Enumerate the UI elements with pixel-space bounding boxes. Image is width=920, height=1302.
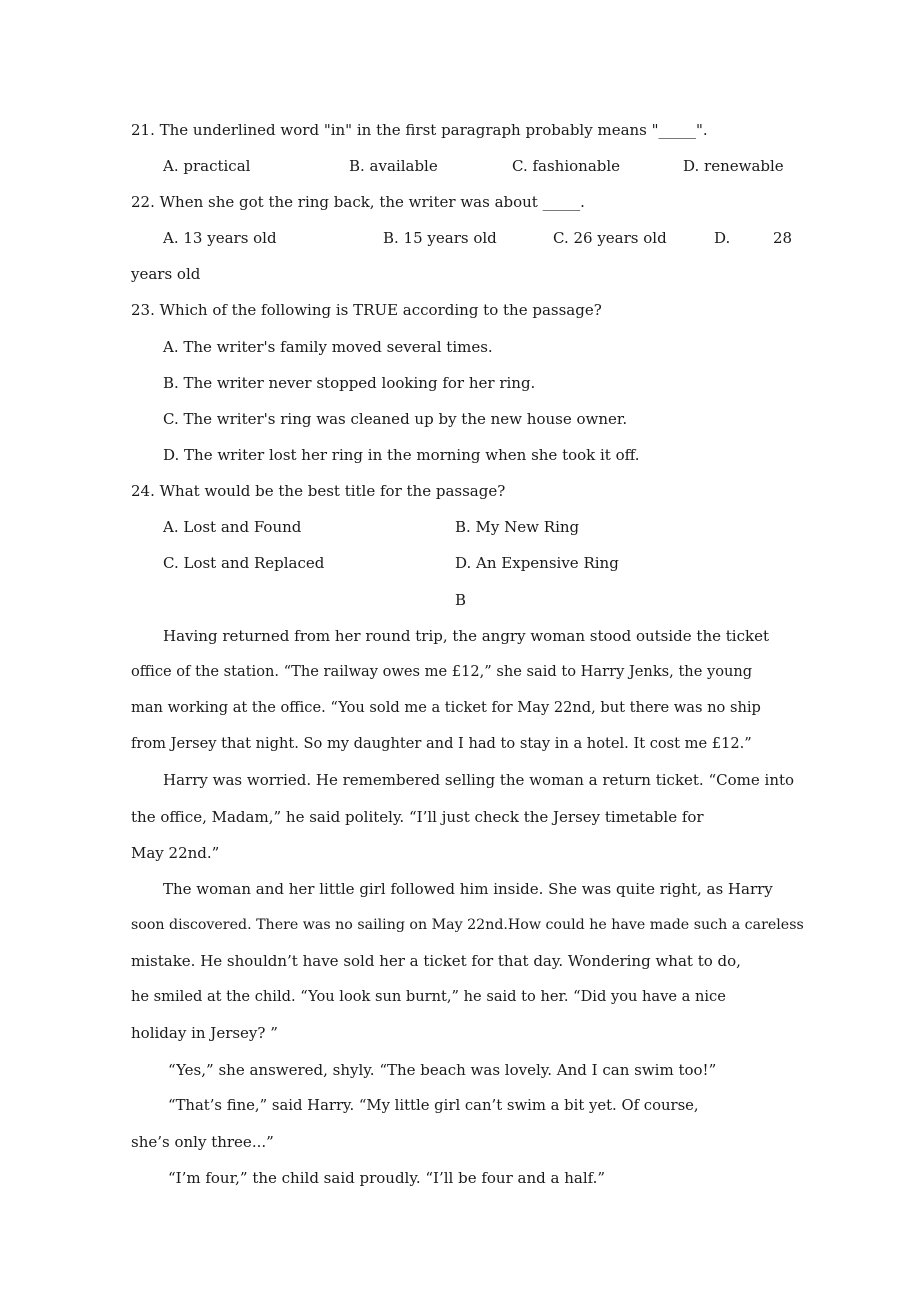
q22-option-d-label: D.	[714, 229, 731, 247]
passage-line: mistake. He shouldn’t have sold her a ticket for that day. Wondering what to do,	[131, 952, 741, 970]
q24-option-a: A. Lost and Found	[163, 518, 302, 536]
passage-line: from Jersey that night. So my daughter and I had to stay in a hotel. It cost me £12.”	[131, 735, 752, 752]
question-23-stem: 23. Which of the following is TRUE according to the passage?	[131, 301, 602, 319]
question-21-stem: 21. The underlined word "in" in the first paragraph probably means "_____".	[131, 121, 708, 139]
passage-line: Harry was worried. He remembered selling the woman a return ticket. “Come into	[163, 771, 795, 789]
q23-option-a: A. The writer's family moved several times.	[163, 338, 493, 356]
q24-option-d: D. An Expensive Ring	[455, 554, 619, 572]
passage-line: the office, Madam,” he said politely. “I’ll just check the Jersey timetable for	[131, 808, 704, 826]
q23-option-d: D. The writer lost her ring in the morning when she took it off.	[163, 446, 640, 464]
q23-option-b: B. The writer never stopped looking for her ring.	[163, 374, 536, 392]
q23-option-c: C. The writer's ring was cleaned up by the new house owner.	[163, 410, 628, 428]
passage-line: The woman and her little girl followed him inside. She was quite right, as Harry	[163, 880, 773, 898]
passage-line: she’s only three...”	[131, 1133, 274, 1151]
section-label: B	[455, 591, 467, 609]
passage-line: May 22nd.”	[131, 844, 220, 862]
question-22-stem: 22. When she got the ring back, the writer was about _____.	[131, 193, 585, 211]
passage-line: man working at the office. “You sold me a ticket for May 22nd, but there was no ship	[131, 699, 761, 716]
q21-option-b: B. available	[349, 157, 438, 175]
question-24-stem: 24. What would be the best title for the passage?	[131, 482, 506, 500]
q22-option-d-wrap: years old	[131, 265, 201, 283]
passage-line: “I’m four,” the child said proudly. “I’ll be four and a half.”	[168, 1169, 606, 1187]
q21-option-c: C. fashionable	[512, 157, 621, 175]
passage-line: “That’s fine,” said Harry. “My little girl can’t swim a bit yet. Of course,	[168, 1097, 699, 1114]
passage-line: soon discovered. There was no sailing on May 22nd.How could he have made such a careless	[131, 917, 804, 933]
q21-option-d: D. renewable	[683, 157, 784, 175]
q22-option-c: C. 26 years old	[553, 229, 667, 247]
q21-option-a: A. practical	[163, 157, 251, 175]
q22-option-b: B. 15 years old	[383, 229, 497, 247]
passage-line: holiday in Jersey? ”	[131, 1024, 278, 1042]
q24-option-c: C. Lost and Replaced	[163, 554, 325, 572]
passage-line: Having returned from her round trip, the angry woman stood outside the ticket	[163, 627, 769, 645]
q22-option-a: A. 13 years old	[163, 229, 277, 247]
q24-option-b: B. My New Ring	[455, 518, 580, 536]
q22-option-d-value: 28	[773, 229, 793, 247]
passage-line: office of the station. “The railway owes me £12,” she said to Harry Jenks, the young	[131, 663, 753, 680]
passage-line: “Yes,” she answered, shyly. “The beach was lovely. And I can swim too!”	[168, 1061, 717, 1079]
passage-line: he smiled at the child. “You look sun burnt,” he said to her. “Did you have a nice	[131, 988, 726, 1005]
